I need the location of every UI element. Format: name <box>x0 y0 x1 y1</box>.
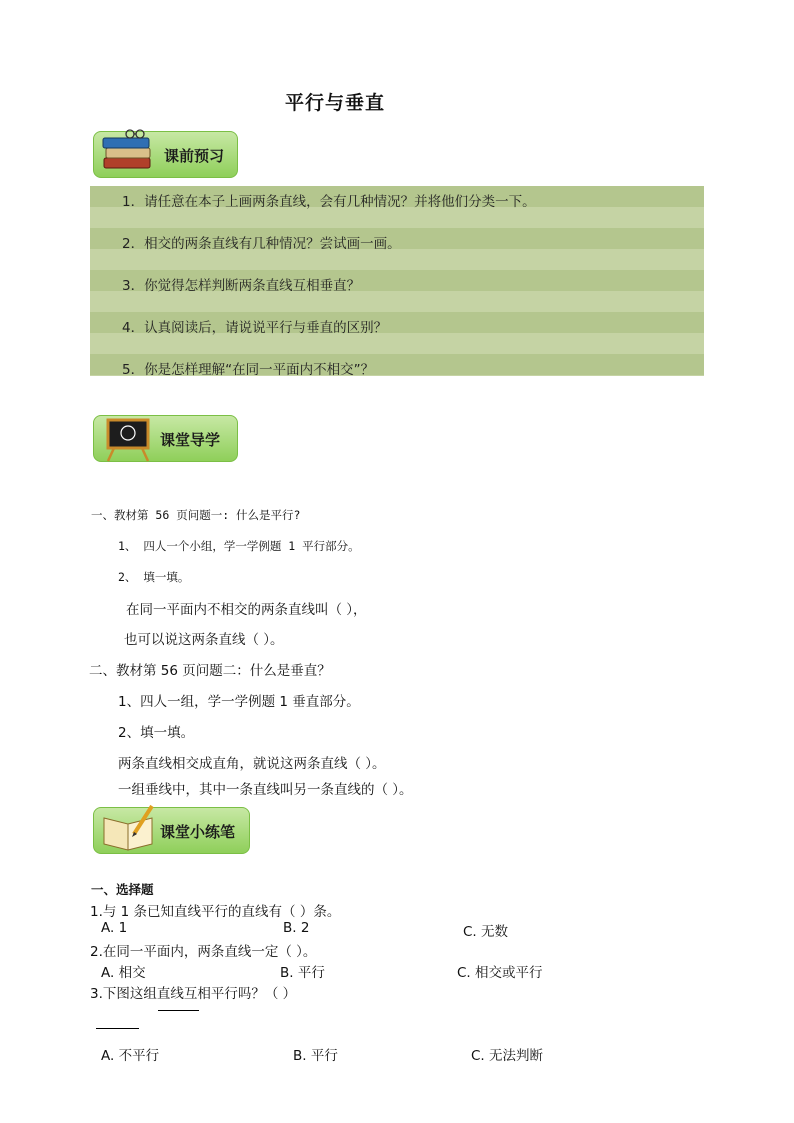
parallel-line-2 <box>96 1028 139 1029</box>
guide-section2-item2: 2、填一填。 <box>118 725 195 741</box>
blackboard-icon <box>102 418 156 462</box>
preview-question-4: 4．认真阅读后，请说说平行与垂直的区别？ <box>122 320 388 336</box>
q3-option-c: C. 无法判断 <box>471 1048 544 1064</box>
guide-section1-item1: 1、 四人一个小组，学一学例题 1 平行部分。 <box>118 539 360 553</box>
q2-option-b: B. 平行 <box>280 965 325 981</box>
preview-question-2: 2．相交的两条直线有几种情况？尝试画一画。 <box>122 236 401 252</box>
guide-section2-title: 二、教材第 56 页问题二：什么是垂直？ <box>89 663 331 679</box>
guide-section2-item1: 1、四人一组，学一学例题 1 垂直部分。 <box>118 694 360 710</box>
books-icon <box>100 128 158 176</box>
guide-section1-title: 一、教材第 56 页问题一: 什么是平行? <box>91 508 301 522</box>
guide-section1-fill1: 在同一平面内不相交的两条直线叫（ ）， <box>126 602 367 618</box>
guide-badge <box>93 415 238 462</box>
guide-section2-fill1: 两条直线相交成直角，就说这两条直线（ ）。 <box>118 756 386 772</box>
preview-question-5: 5．你是怎样理解“在同一平面内不相交”？ <box>122 362 375 378</box>
practice-question-1: 1.与 1 条已知直线平行的直线有（ ）条。 <box>90 904 341 920</box>
q2-option-c: C. 相交或平行 <box>457 965 543 981</box>
page-title: 平行与垂直 <box>285 92 386 114</box>
preview-question-3: 3．你觉得怎样判断两条直线互相垂直？ <box>122 278 361 294</box>
practice-question-3: 3.下图这组直线互相平行吗？（ ） <box>90 986 297 1002</box>
practice-question-2: 2.在同一平面内，两条直线一定（ ）。 <box>90 944 317 960</box>
guide-badge-label: 课堂导学 <box>160 431 221 449</box>
preview-badge-label: 课前预习 <box>164 147 225 165</box>
q1-option-c: C. 无数 <box>463 924 509 940</box>
q1-option-b: B. 2 <box>283 920 310 936</box>
guide-section2-fill2: 一组垂线中，其中一条直线叫另一条直线的（ ）。 <box>118 782 413 798</box>
q3-option-b: B. 平行 <box>293 1048 338 1064</box>
guide-section1-item2: 2、 填一填。 <box>118 570 190 584</box>
practice-badge <box>93 807 250 854</box>
notebook-pencil-icon <box>100 804 158 854</box>
q3-option-a: A. 不平行 <box>101 1048 160 1064</box>
parallel-line-1 <box>158 1010 199 1011</box>
guide-section1-fill2: 也可以说这两条直线（ ）。 <box>124 632 284 648</box>
practice-badge-label: 课堂小练笔 <box>160 823 236 841</box>
q1-option-a: A. 1 <box>101 920 128 936</box>
preview-badge <box>93 131 238 178</box>
q2-option-a: A. 相交 <box>101 965 146 981</box>
practice-heading: 一、选择题 <box>91 882 154 897</box>
preview-question-1: 1．请任意在本子上画两条直线，会有几种情况？并将他们分类一下。 <box>122 194 536 210</box>
